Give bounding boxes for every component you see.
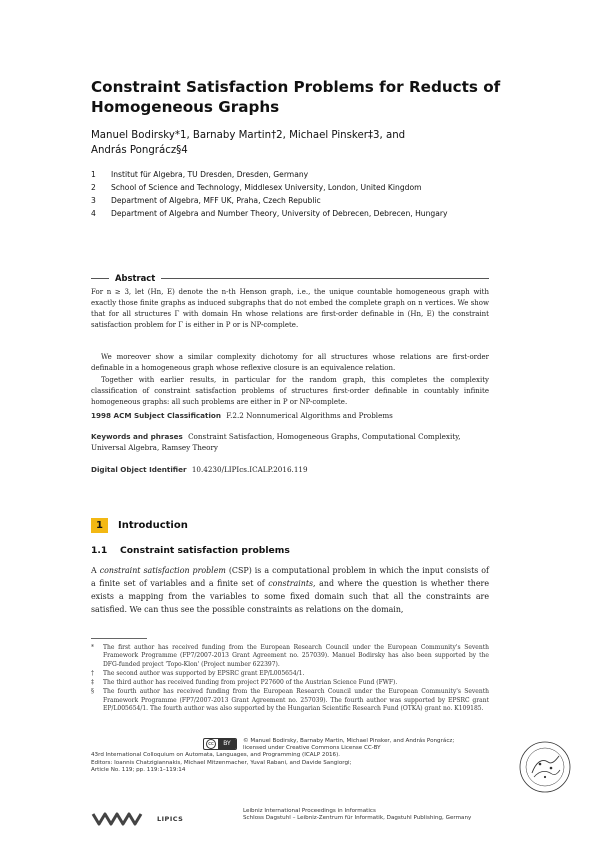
abstract-paragraph: We moreover show a similar complexity dichotomy for all structures whose relations are first-order definable in a homogeneous graph whose reflexive closure is an equivalence relation. [91,353,489,372]
doi-link[interactable]: 10.4230/LIPIcs.ICALP.2016.119 [191,465,308,474]
heading-rule [161,278,489,279]
cc-by-badge-icon: cc BY [203,738,237,750]
icalp-seal-icon [518,740,572,794]
footnote-list [91,644,489,714]
imprint-block: © Manuel Bodirsky, Barnaby Martin, Michael Pinsker, and András Pongrácz; licensed under Creative Commons License CC-BY 43rd International Colloquium on Automata, Languages, and Programming (ICALP 2016). Editors: Ioannis Chatzigiannakis, Michael Mitzenmacher, Yuval Rabani, and Davide Sangiorgi; Article No. 119; pp. 119:1–119:14 [91,738,455,773]
affiliation-item: 1 Institut für Algebra, TU Dresden, Dresden, Germany [91,170,309,179]
abstract-paragraph: Together with earlier results, in particular for the random graph, this completes the complexity classification of constraint satisfaction problems of structures first-order definable in countably infinite homogeneous graphs: all such problems are either in P or NP-complete. [91,376,489,406]
publisher-info: Leibniz International Proceedings in Informatics Schloss Dagstuhl – Leibniz-Zentrum für Informatik, Dagstuhl Publishing, Germany [243,808,472,822]
footnote: † The second author was supported by EPSRC grant EP/L005654/1. [91,669,305,677]
heading-rule [91,278,109,279]
body-paragraph: A constraint satisfaction problem (CSP) is a computational problem in which the input consists of a finite set of variables and a finite set of constraints, and where the question is whether there exists a mapping from the variables to some fixed domain such that all the constraints are satisfied. We can thus see the possible constraints as relations on the domain, [91,566,489,614]
footnote: ‡ The third author has received funding from project P27600 of the Austrian Science Fund (FWF). [91,679,398,687]
affiliation-item: 4 Department of Algebra and Number Theory, University of Debrecen, Debrecen, Hungary [91,209,448,218]
section-number-box: 1 [91,518,108,533]
footnote: § The fourth author has received funding from the European Research Council under the European Community's Seventh Framework Programme (FP7/2007-2013 Grant Agreement no. 257039). The fourth author was supported by EPSRC grant EP/L005654/1. The fourth author was also supported by the Hungarian Scientific Research Fund (OTKA) grant no. K109185. [91,688,489,713]
abstract-paragraph: For n ≥ 3, let (Hn, E) denote the n-th Henson graph, i.e., the unique countable homogeneous graph with exactly those finite graphs as induced subgraphs that do not embed the complete graph on n vertices. We show that for all structures Γ with domain Hn whose relations are first-order definable in (Hn, E) the constraint satisfaction problem for Γ is either in P or is NP-complete. [91,288,489,329]
affiliation-item: 3 Department of Algebra, MFF UK, Praha, Czech Republic [91,196,321,205]
lipics-logo: LIPICS [91,811,183,827]
affiliation-item: 2 School of Science and Technology, Middlesex University, London, United Kingdom [91,183,422,192]
subsection-heading: 1.1 Constraint satisfaction problems [91,545,290,556]
paper-title: Constraint Satisfaction Problems for Reducts of Homogeneous Graphs [91,78,501,116]
lipics-wave-icon [91,811,153,827]
acm-classification: 1998 ACM Subject Classification F.2.2 Nonnumerical Algorithms and Problems [91,411,393,420]
footnote-rule [91,638,147,639]
affiliation-list [91,169,511,221]
abstract-heading: Abstract [91,273,489,283]
section-heading [91,518,188,533]
footnote: * The first author has received funding from the European Research Council under the European Community's Seventh Framework Programme (FP7/2007-2013 Grant Agreement no. 257039). Manuel Bodirsky has also been supported by the DFG-funded project 'Topo-Klon' (Project number 622397). [91,644,489,668]
keywords: Keywords and phrases Constraint Satisfaction, Homogeneous Graphs, Computational Complexity, Universal Algebra, Ramsey Theory [91,432,461,452]
section-title: Introduction [118,520,188,531]
author-list: Manuel Bodirsky*1, Barnaby Martin†2, Michael Pinsker‡3, and András Pongrácz§4 [91,130,406,156]
doi: Digital Object Identifier 10.4230/LIPIcs.ICALP.2016.119 [91,465,308,474]
